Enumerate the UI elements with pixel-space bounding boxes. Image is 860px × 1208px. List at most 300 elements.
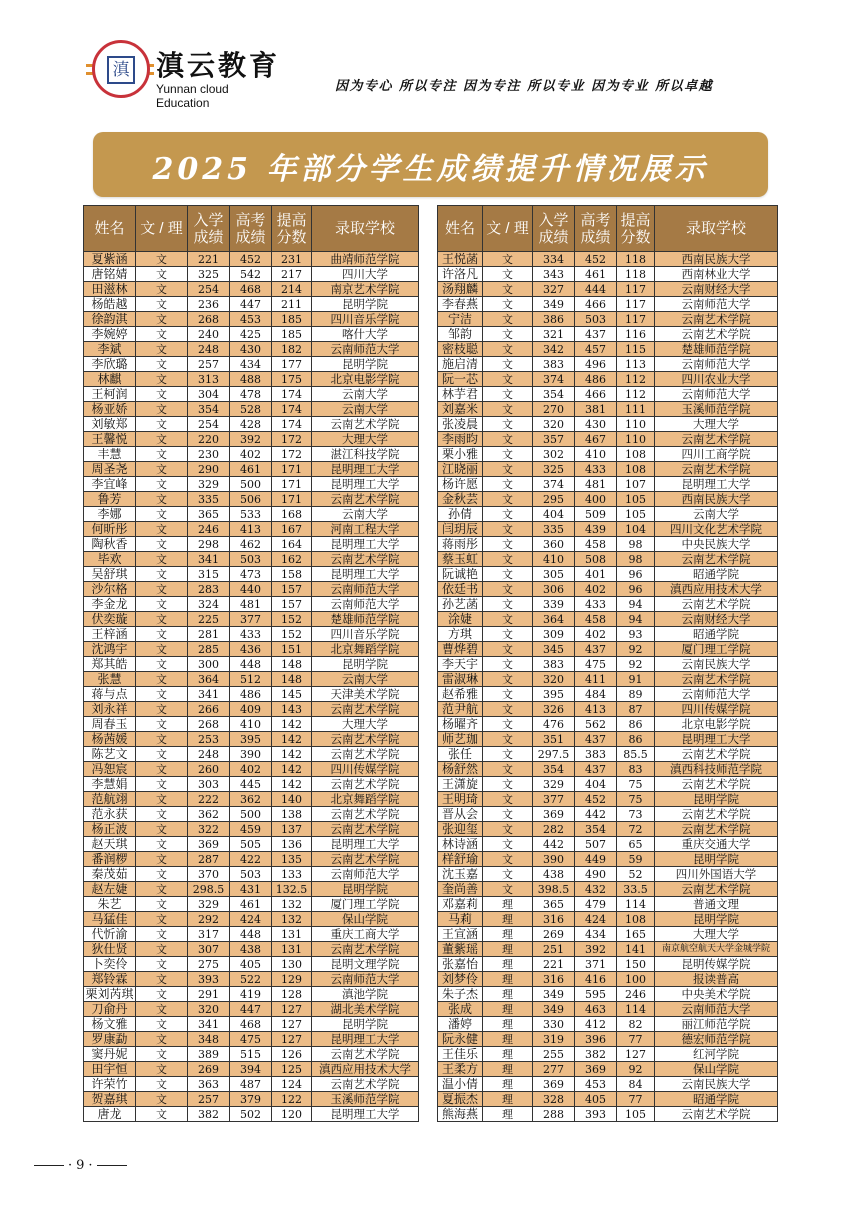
cell-admitted-school: 云南艺术学院 bbox=[312, 1077, 419, 1092]
cell-admitted-school: 云南艺术学院 bbox=[312, 732, 419, 747]
cell-track: 文 bbox=[136, 942, 188, 957]
table-row bbox=[84, 417, 419, 432]
cell-name: 孙倩 bbox=[438, 507, 483, 522]
cell-improvement: 174 bbox=[272, 402, 312, 417]
cell-name: 金秋芸 bbox=[438, 492, 483, 507]
table-row bbox=[84, 252, 419, 267]
cell-improvement: 84 bbox=[617, 1077, 655, 1092]
cell-gaokao-score: 445 bbox=[230, 777, 272, 792]
cell-admitted-school: 云南艺术学院 bbox=[655, 597, 778, 612]
cell-track: 文 bbox=[136, 1062, 188, 1077]
cell-entry-score: 275 bbox=[188, 957, 230, 972]
column-header-track: 文 / 理 bbox=[483, 206, 533, 252]
cell-entry-score: 328 bbox=[533, 1092, 575, 1107]
cell-admitted-school: 南京航空航天大学金城学院 bbox=[655, 942, 778, 957]
cell-name: 田滋林 bbox=[84, 282, 136, 297]
cell-admitted-school: 云南艺术学院 bbox=[655, 807, 778, 822]
column-header-gaokao-score: 高考 成绩 bbox=[230, 206, 272, 252]
cell-gaokao-score: 486 bbox=[230, 687, 272, 702]
cell-improvement: 65 bbox=[617, 837, 655, 852]
cell-track: 文 bbox=[136, 252, 188, 267]
cell-admitted-school: 昆明文理学院 bbox=[312, 957, 419, 972]
cell-track: 文 bbox=[483, 597, 533, 612]
cell-admitted-school: 南京艺术学院 bbox=[312, 282, 419, 297]
cell-entry-score: 283 bbox=[188, 582, 230, 597]
cell-track: 理 bbox=[483, 897, 533, 912]
cell-gaokao-score: 410 bbox=[230, 717, 272, 732]
cell-gaokao-score: 430 bbox=[575, 417, 617, 432]
scores-table-right bbox=[437, 205, 778, 1122]
footer-rule bbox=[34, 1165, 64, 1166]
cell-gaokao-score: 437 bbox=[575, 762, 617, 777]
table-row bbox=[438, 792, 778, 807]
cell-track: 文 bbox=[136, 852, 188, 867]
cell-improvement: 108 bbox=[617, 912, 655, 927]
column-header-entry-score: 入学 成绩 bbox=[533, 206, 575, 252]
cell-track: 文 bbox=[136, 642, 188, 657]
cell-gaokao-score: 428 bbox=[230, 417, 272, 432]
cell-improvement: 85.5 bbox=[617, 747, 655, 762]
cell-track: 文 bbox=[483, 507, 533, 522]
table-row bbox=[84, 837, 419, 852]
cell-improvement: 185 bbox=[272, 312, 312, 327]
cell-entry-score: 316 bbox=[533, 912, 575, 927]
cell-entry-score: 298 bbox=[188, 537, 230, 552]
cell-entry-score: 339 bbox=[533, 597, 575, 612]
cell-gaokao-score: 392 bbox=[575, 942, 617, 957]
column-header-name: 姓名 bbox=[84, 206, 136, 252]
cell-entry-score: 270 bbox=[533, 402, 575, 417]
cell-track: 文 bbox=[483, 882, 533, 897]
cell-track: 文 bbox=[136, 837, 188, 852]
table-row bbox=[84, 1077, 419, 1092]
table-row bbox=[84, 732, 419, 747]
cell-gaokao-score: 458 bbox=[575, 612, 617, 627]
cell-entry-score: 298.5 bbox=[188, 882, 230, 897]
column-header-admitted-school: 录取学校 bbox=[312, 206, 419, 252]
cell-entry-score: 240 bbox=[188, 327, 230, 342]
cell-gaokao-score: 437 bbox=[575, 327, 617, 342]
cell-entry-score: 383 bbox=[533, 357, 575, 372]
cell-track: 理 bbox=[483, 1107, 533, 1122]
table-row bbox=[438, 297, 778, 312]
cell-admitted-school: 湛江科技学院 bbox=[312, 447, 419, 462]
cell-admitted-school: 云南师范大学 bbox=[312, 867, 419, 882]
table-row bbox=[438, 282, 778, 297]
cell-track: 文 bbox=[136, 507, 188, 522]
cell-improvement: 59 bbox=[617, 852, 655, 867]
cell-entry-score: 349 bbox=[533, 297, 575, 312]
cell-admitted-school: 报读普高 bbox=[655, 972, 778, 987]
table-row bbox=[84, 627, 419, 642]
cell-gaokao-score: 354 bbox=[575, 822, 617, 837]
cell-name: 范永获 bbox=[84, 807, 136, 822]
cell-entry-score: 382 bbox=[188, 1107, 230, 1122]
cell-gaokao-score: 503 bbox=[230, 867, 272, 882]
table-row bbox=[84, 852, 419, 867]
cell-improvement: 177 bbox=[272, 357, 312, 372]
cell-gaokao-score: 503 bbox=[230, 552, 272, 567]
cell-gaokao-score: 402 bbox=[575, 627, 617, 642]
cell-improvement: 113 bbox=[617, 357, 655, 372]
table-row bbox=[84, 687, 419, 702]
cell-name: 李天宇 bbox=[438, 657, 483, 672]
cell-track: 理 bbox=[483, 912, 533, 927]
cell-entry-score: 369 bbox=[533, 807, 575, 822]
cell-admitted-school: 昆明学院 bbox=[312, 1017, 419, 1032]
cell-track: 文 bbox=[136, 972, 188, 987]
cell-name: 李雨昀 bbox=[438, 432, 483, 447]
cell-track: 文 bbox=[483, 297, 533, 312]
cell-improvement: 145 bbox=[272, 687, 312, 702]
cell-improvement: 105 bbox=[617, 507, 655, 522]
table-row bbox=[84, 432, 419, 447]
cell-name: 董紫瑶 bbox=[438, 942, 483, 957]
table-row bbox=[84, 897, 419, 912]
cell-gaokao-score: 440 bbox=[230, 582, 272, 597]
cell-name: 张凌晨 bbox=[438, 417, 483, 432]
cell-name: 林麒 bbox=[84, 372, 136, 387]
cell-name: 罗康勐 bbox=[84, 1032, 136, 1047]
cell-improvement: 77 bbox=[617, 1092, 655, 1107]
cell-admitted-school: 昆明理工大学 bbox=[312, 537, 419, 552]
cell-gaokao-score: 461 bbox=[230, 897, 272, 912]
cell-name: 刘嘉米 bbox=[438, 402, 483, 417]
cell-entry-score: 282 bbox=[533, 822, 575, 837]
cell-gaokao-score: 390 bbox=[230, 747, 272, 762]
cell-gaokao-score: 430 bbox=[230, 342, 272, 357]
cell-admitted-school: 中央美术学院 bbox=[655, 987, 778, 1002]
cell-gaokao-score: 562 bbox=[575, 717, 617, 732]
cell-admitted-school: 昆明理工大学 bbox=[312, 837, 419, 852]
cell-track: 文 bbox=[136, 957, 188, 972]
cell-entry-score: 251 bbox=[533, 942, 575, 957]
cell-admitted-school: 云南师范大学 bbox=[655, 357, 778, 372]
cell-gaokao-score: 416 bbox=[575, 972, 617, 987]
table-row bbox=[438, 432, 778, 447]
cell-name: 杨舒然 bbox=[438, 762, 483, 777]
table-row bbox=[438, 882, 778, 897]
cell-name: 张任 bbox=[438, 747, 483, 762]
table-row bbox=[84, 777, 419, 792]
cell-entry-score: 349 bbox=[533, 1002, 575, 1017]
column-header-improvement: 提高 分数 bbox=[272, 206, 312, 252]
cell-admitted-school: 四川音乐学院 bbox=[312, 627, 419, 642]
cell-entry-score: 248 bbox=[188, 747, 230, 762]
cell-admitted-school: 云南艺术学院 bbox=[655, 822, 778, 837]
cell-improvement: 105 bbox=[617, 492, 655, 507]
cell-name: 杨正波 bbox=[84, 822, 136, 837]
cell-entry-score: 225 bbox=[188, 612, 230, 627]
cell-entry-score: 317 bbox=[188, 927, 230, 942]
cell-improvement: 148 bbox=[272, 672, 312, 687]
cell-gaokao-score: 487 bbox=[230, 1077, 272, 1092]
cell-gaokao-score: 467 bbox=[575, 432, 617, 447]
table-row bbox=[84, 492, 419, 507]
cell-track: 文 bbox=[136, 747, 188, 762]
cell-admitted-school: 玉溪师范学院 bbox=[312, 1092, 419, 1107]
table-header-row bbox=[438, 206, 778, 252]
cell-entry-score: 330 bbox=[533, 1017, 575, 1032]
cell-track: 文 bbox=[136, 867, 188, 882]
cell-name: 施启清 bbox=[438, 357, 483, 372]
cell-admitted-school: 昆明学院 bbox=[655, 852, 778, 867]
cell-improvement: 122 bbox=[272, 1092, 312, 1107]
table-row bbox=[84, 402, 419, 417]
cell-improvement: 115 bbox=[617, 342, 655, 357]
cell-improvement: 33.5 bbox=[617, 882, 655, 897]
cell-track: 文 bbox=[136, 912, 188, 927]
table-row bbox=[438, 342, 778, 357]
cell-entry-score: 230 bbox=[188, 447, 230, 462]
cell-track: 文 bbox=[136, 492, 188, 507]
column-header-improvement: 提高 分数 bbox=[617, 206, 655, 252]
cell-entry-score: 393 bbox=[188, 972, 230, 987]
cell-track: 文 bbox=[136, 447, 188, 462]
cell-gaokao-score: 533 bbox=[230, 507, 272, 522]
table-row bbox=[84, 642, 419, 657]
cell-name: 李春燕 bbox=[438, 297, 483, 312]
cell-name: 朱子杰 bbox=[438, 987, 483, 1002]
cell-improvement: 165 bbox=[617, 927, 655, 942]
cell-name: 夏紫涵 bbox=[84, 252, 136, 267]
cell-name: 杨文雅 bbox=[84, 1017, 136, 1032]
cell-track: 理 bbox=[483, 957, 533, 972]
cell-track: 理 bbox=[483, 1017, 533, 1032]
page-number: 9 bbox=[76, 1158, 85, 1173]
cell-name: 闫玥辰 bbox=[438, 522, 483, 537]
cell-improvement: 141 bbox=[617, 942, 655, 957]
cell-improvement: 125 bbox=[272, 1062, 312, 1077]
cell-entry-score: 290 bbox=[188, 462, 230, 477]
cell-track: 文 bbox=[136, 567, 188, 582]
cell-gaokao-score: 457 bbox=[575, 342, 617, 357]
table-row bbox=[84, 747, 419, 762]
cell-name: 奎尚善 bbox=[438, 882, 483, 897]
cell-track: 文 bbox=[483, 822, 533, 837]
cell-track: 文 bbox=[483, 432, 533, 447]
cell-improvement: 171 bbox=[272, 492, 312, 507]
cell-improvement: 157 bbox=[272, 597, 312, 612]
cell-admitted-school: 中央民族大学 bbox=[655, 537, 778, 552]
table-row bbox=[84, 552, 419, 567]
cell-name: 伏奕璇 bbox=[84, 612, 136, 627]
cell-gaokao-score: 503 bbox=[575, 312, 617, 327]
cell-name: 蒋与点 bbox=[84, 687, 136, 702]
table-row bbox=[84, 297, 419, 312]
cell-gaokao-score: 512 bbox=[230, 672, 272, 687]
cell-track: 文 bbox=[136, 1092, 188, 1107]
cell-entry-score: 313 bbox=[188, 372, 230, 387]
table-row bbox=[438, 807, 778, 822]
cell-entry-score: 257 bbox=[188, 1092, 230, 1107]
cell-gaokao-score: 508 bbox=[575, 552, 617, 567]
cell-name: 师艺珈 bbox=[438, 732, 483, 747]
title-banner bbox=[93, 132, 768, 197]
cell-entry-score: 334 bbox=[533, 252, 575, 267]
cell-entry-score: 248 bbox=[188, 342, 230, 357]
cell-name: 王潇旋 bbox=[438, 777, 483, 792]
cell-entry-score: 341 bbox=[188, 1017, 230, 1032]
cell-admitted-school: 四川音乐学院 bbox=[312, 312, 419, 327]
cell-entry-score: 341 bbox=[188, 552, 230, 567]
cell-track: 文 bbox=[483, 582, 533, 597]
cell-name: 张慧 bbox=[84, 672, 136, 687]
table-row bbox=[84, 672, 419, 687]
cell-entry-score: 255 bbox=[533, 1047, 575, 1062]
cell-entry-score: 364 bbox=[533, 612, 575, 627]
cell-name: 邹韵 bbox=[438, 327, 483, 342]
cell-name: 赵天琪 bbox=[84, 837, 136, 852]
cell-entry-score: 365 bbox=[188, 507, 230, 522]
cell-track: 文 bbox=[483, 372, 533, 387]
cell-name: 涂婕 bbox=[438, 612, 483, 627]
cell-gaokao-score: 379 bbox=[230, 1092, 272, 1107]
cell-improvement: 143 bbox=[272, 702, 312, 717]
cell-name: 依廷书 bbox=[438, 582, 483, 597]
table-row bbox=[84, 537, 419, 552]
cell-improvement: 131 bbox=[272, 927, 312, 942]
cell-improvement: 152 bbox=[272, 612, 312, 627]
cell-gaokao-score: 432 bbox=[575, 882, 617, 897]
cell-entry-score: 341 bbox=[188, 687, 230, 702]
cell-improvement: 86 bbox=[617, 717, 655, 732]
cell-track: 文 bbox=[136, 732, 188, 747]
cell-improvement: 174 bbox=[272, 387, 312, 402]
cell-entry-score: 348 bbox=[188, 1032, 230, 1047]
cell-improvement: 98 bbox=[617, 552, 655, 567]
cell-entry-score: 303 bbox=[188, 777, 230, 792]
cell-admitted-school: 云南艺术学院 bbox=[312, 417, 419, 432]
cell-name: 李欣璐 bbox=[84, 357, 136, 372]
table-row bbox=[438, 747, 778, 762]
cell-improvement: 52 bbox=[617, 867, 655, 882]
cell-name: 王馨悦 bbox=[84, 432, 136, 447]
cell-track: 文 bbox=[136, 597, 188, 612]
table-row bbox=[84, 1047, 419, 1062]
table-row bbox=[84, 597, 419, 612]
cell-name: 徐韵淇 bbox=[84, 312, 136, 327]
cell-entry-score: 300 bbox=[188, 657, 230, 672]
table-row bbox=[438, 762, 778, 777]
table-row bbox=[84, 1032, 419, 1047]
table-row bbox=[84, 282, 419, 297]
cell-improvement: 150 bbox=[617, 957, 655, 972]
cell-name: 密枝聪 bbox=[438, 342, 483, 357]
cell-improvement: 114 bbox=[617, 1002, 655, 1017]
cell-name: 丰慧 bbox=[84, 447, 136, 462]
cell-improvement: 162 bbox=[272, 552, 312, 567]
cell-admitted-school: 玉溪师范学院 bbox=[655, 402, 778, 417]
cell-improvement: 112 bbox=[617, 387, 655, 402]
cell-track: 文 bbox=[136, 987, 188, 1002]
table-row bbox=[438, 417, 778, 432]
cell-admitted-school: 云南艺术学院 bbox=[312, 807, 419, 822]
cell-name: 李慧娟 bbox=[84, 777, 136, 792]
cell-improvement: 94 bbox=[617, 597, 655, 612]
cell-admitted-school: 云南艺术学院 bbox=[312, 822, 419, 837]
table-row bbox=[84, 462, 419, 477]
cell-admitted-school: 昆明理工大学 bbox=[312, 1107, 419, 1122]
cell-improvement: 82 bbox=[617, 1017, 655, 1032]
cell-gaokao-score: 402 bbox=[575, 582, 617, 597]
cell-track: 文 bbox=[483, 492, 533, 507]
cell-improvement: 132 bbox=[272, 897, 312, 912]
cell-name: 栗小雅 bbox=[438, 447, 483, 462]
cell-admitted-school: 滇西科技师范学院 bbox=[655, 762, 778, 777]
cell-track: 文 bbox=[483, 792, 533, 807]
footer-dot: · bbox=[88, 1158, 93, 1173]
cell-improvement: 96 bbox=[617, 567, 655, 582]
cell-name: 贺嘉琪 bbox=[84, 1092, 136, 1107]
cell-entry-score: 354 bbox=[533, 387, 575, 402]
table-row bbox=[438, 1092, 778, 1107]
table-row bbox=[84, 702, 419, 717]
cell-improvement: 105 bbox=[617, 1107, 655, 1122]
cell-gaokao-score: 461 bbox=[230, 462, 272, 477]
cell-entry-score: 329 bbox=[188, 897, 230, 912]
cell-name: 杨亚娇 bbox=[84, 402, 136, 417]
cell-improvement: 172 bbox=[272, 447, 312, 462]
cell-track: 文 bbox=[136, 582, 188, 597]
slogan: 因为专心 所以专注 因为专注 所以专业 因为专业 所以卓越 bbox=[335, 79, 714, 94]
cell-track: 文 bbox=[483, 402, 533, 417]
table-row bbox=[438, 1107, 778, 1122]
cell-improvement: 104 bbox=[617, 522, 655, 537]
cell-track: 文 bbox=[483, 777, 533, 792]
page-footer bbox=[34, 1158, 127, 1173]
cell-entry-score: 369 bbox=[533, 1077, 575, 1092]
table-row bbox=[438, 522, 778, 537]
cell-improvement: 246 bbox=[617, 987, 655, 1002]
cell-improvement: 131 bbox=[272, 942, 312, 957]
table-row bbox=[84, 387, 419, 402]
table-row bbox=[438, 597, 778, 612]
cell-entry-score: 297.5 bbox=[533, 747, 575, 762]
cell-name: 吴舒琪 bbox=[84, 567, 136, 582]
table-row bbox=[438, 372, 778, 387]
cell-gaokao-score: 463 bbox=[575, 1002, 617, 1017]
table-row bbox=[84, 357, 419, 372]
table-row bbox=[438, 567, 778, 582]
cell-name: 林芋君 bbox=[438, 387, 483, 402]
cell-gaokao-score: 484 bbox=[575, 687, 617, 702]
cell-improvement: 133 bbox=[272, 867, 312, 882]
cell-admitted-school: 云南师范大学 bbox=[312, 582, 419, 597]
cell-admitted-school: 云南艺术学院 bbox=[655, 777, 778, 792]
cell-entry-score: 370 bbox=[188, 867, 230, 882]
cell-admitted-school: 大理大学 bbox=[655, 417, 778, 432]
table-row bbox=[84, 1017, 419, 1032]
cell-entry-score: 357 bbox=[533, 432, 575, 447]
cell-improvement: 231 bbox=[272, 252, 312, 267]
table-row bbox=[438, 582, 778, 597]
cell-gaokao-score: 439 bbox=[575, 522, 617, 537]
table-row bbox=[438, 507, 778, 522]
cell-name: 江晓丽 bbox=[438, 462, 483, 477]
table-row bbox=[438, 837, 778, 852]
cell-improvement: 116 bbox=[617, 327, 655, 342]
cell-admitted-school: 普通文理 bbox=[655, 897, 778, 912]
cell-track: 文 bbox=[136, 882, 188, 897]
table-row bbox=[84, 972, 419, 987]
cell-name: 秦茂茹 bbox=[84, 867, 136, 882]
cell-admitted-school: 昆明学院 bbox=[655, 792, 778, 807]
cell-name: 鲁芳 bbox=[84, 492, 136, 507]
cell-admitted-school: 云南师范大学 bbox=[312, 597, 419, 612]
table-row bbox=[438, 1047, 778, 1062]
cell-entry-score: 305 bbox=[533, 567, 575, 582]
